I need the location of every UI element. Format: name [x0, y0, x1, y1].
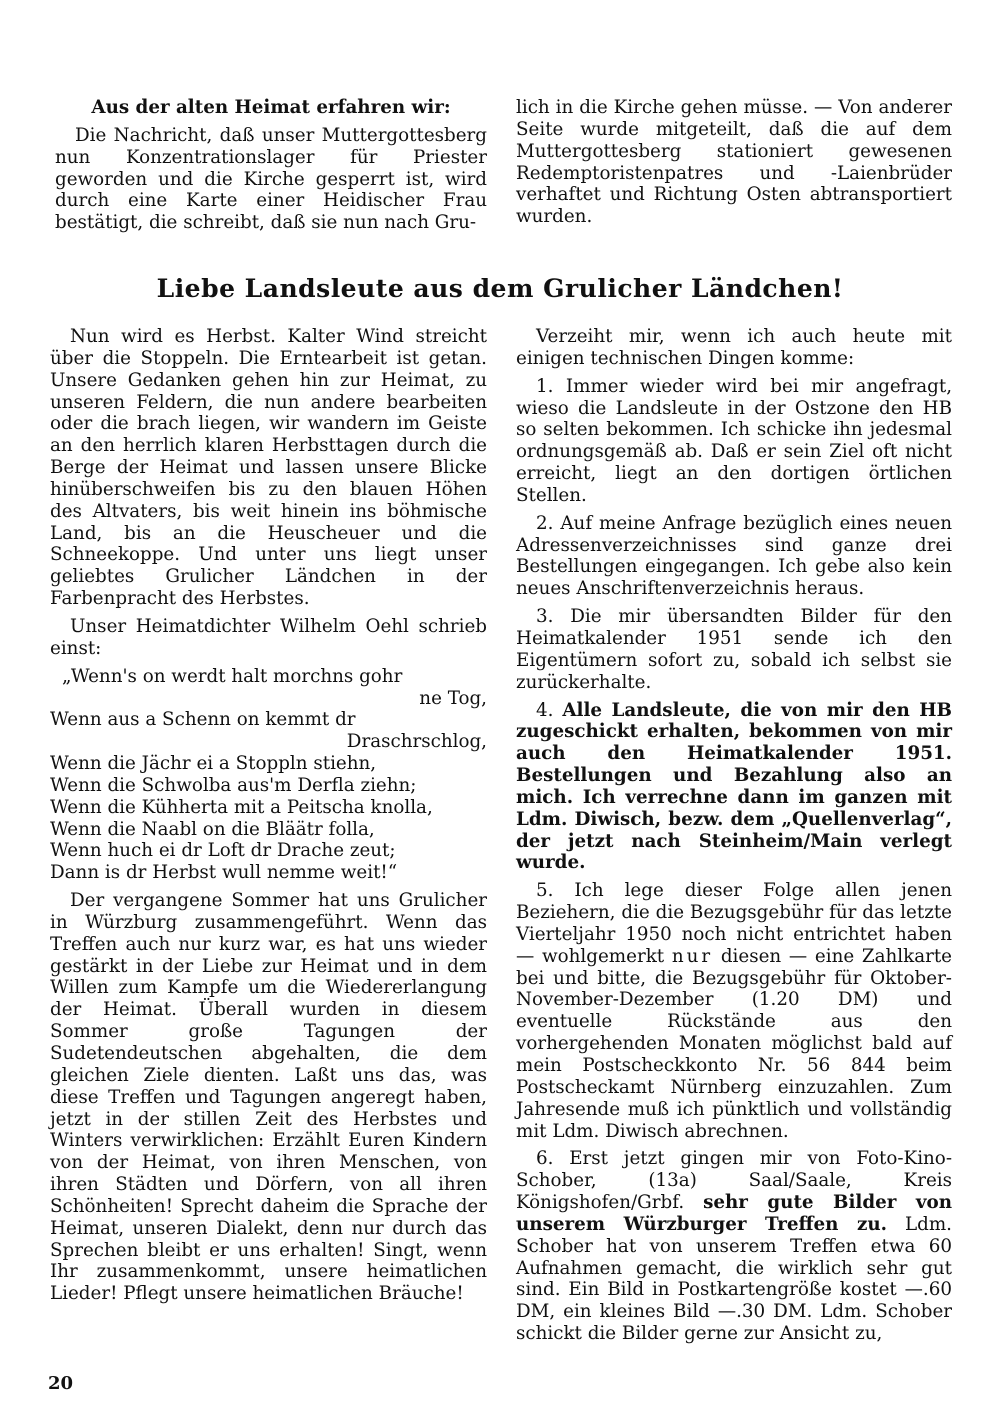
item-4 — [516, 700, 952, 875]
item-6 — [516, 1148, 952, 1345]
item-6-text-a: 6. Erst jetzt gingen mir von Foto-Kino-Schober, (13a) Saal/Saale, Kreis Königshofen/Grbf. — [516, 1148, 952, 1214]
item-1: 1. Immer wieder wird bei mir angefragt, wieso die Landsleute in der Ostzone den HB so selten bekommen. Ich schicke ihn jedesmal ordnungsgemäß ab. Daß er sein Ziel oft nicht erreicht, liegt an den dortigen örtlichen Stellen. — [516, 375, 952, 506]
poem-line: Wenn aus a Schenn on kemmt dr — [50, 709, 356, 731]
item-2: 2. Auf meine Anfrage bezüglich eines neuen Adressenverzeichnisses sind ganze drei Bestellungen eingegangen. Ich gebe also kein neues Anschriftenverzeichnis heraus. — [516, 512, 952, 600]
intro-heading: Aus der alten Heimat erfahren wir: — [91, 97, 451, 118]
poem-line: Dann is dr Herbst wull nemme weit!“ — [50, 862, 398, 884]
intro-left-column — [55, 97, 487, 240]
item-3: 3. Die mir übersandten Bilder für den Heimatkalender 1951 sende ich den Eigentümern sofort zu, sobald ich selbst sie zurückerhalte. — [516, 606, 952, 693]
article-left-column — [50, 326, 487, 1311]
poem-line: Wenn die Jächr ei a Stoppln stiehn, — [50, 753, 377, 775]
intro-left-text: Die Nachricht, daß unser Muttergottesberg nun Konzentrationslager für Priester geworden und die Kirche gesperrt ist, wird durch eine Karte einer Heidischer Frau bestätigt, die schreibt, daß sie nun nach Gru- — [55, 124, 487, 234]
item-6-text-b: Ldm. Schober hat von unserem Treffen etwa 60 Aufnahmen gemacht, die wirklich sehr gut sind. Ein Bild in Postkartengröße kostet —.60 DM, ein kleines Bild —.30 DM. Ldm. Schober schickt die Bilder gerne zur Ansicht zu, — [516, 1213, 952, 1345]
intro-right-column — [516, 97, 952, 234]
item-5 — [516, 880, 952, 1142]
paragraph-autumn: Nun wird es Herbst. Kalter Wind streicht über die Stoppeln. Die Erntearbeit ist getan. Unsere Gedanken gehen hin zur Heimat, zu unseren Feldern, die nun andere bearbeiten oder die brach liegen, wir wandern im Geiste an den herrlich klaren Herbsttagen durch die Berge der Heimat und lassen unsere Blicke hinüberschweifen bis zu den blauen Höhen des Altvaters, bis weit hinein ins böhmische Land, bis an die Heuscheuer und die Schneekoppe. Und unter uns liegt unser geliebtes Grulicher Ländchen in der Farbenpracht des Herbstes. — [50, 326, 487, 610]
poem-line: Draschrschlog, — [346, 731, 487, 753]
item-4-number: 4. — [536, 699, 554, 721]
article-right-column — [516, 326, 952, 1351]
poem — [50, 666, 487, 884]
paragraph-technical-intro: Verzeiht mir, wenn ich auch heute mit einigen technischen Dingen komme: — [516, 326, 952, 369]
item-5-text-a: 5. Ich lege dieser Folge allen jenen Beziehern, die die Bezugsgebühr für das letzte Vierteljahr 1950 noch nicht entrichtet haben — wohlgemerkt — [516, 880, 952, 967]
poem-line: ne Tog, — [419, 687, 487, 709]
item-5-text-b: diesen — eine Zahlkarte bei und bitte, die Bezugsgebühr für Oktober-November-Dezember (1.20 DM) und eventuelle Rückstände aus den vorhergehenden Monaten möglichst bald auf mein Postscheckkonto Nr. 56 844 beim Postscheckamt Nürnberg einzuzahlen. Zum Jahresende muß ich pünktlich und vollständig mit Ldm. Diwisch abrechnen. — [516, 945, 952, 1142]
poem-line: Wenn huch ei dr Loft dr Drache zeut; — [50, 840, 396, 862]
poem-line: „Wenn's on werdt halt morchns gohr — [62, 665, 403, 687]
article-title: Liebe Landsleute aus dem Grulicher Ländchen! — [156, 274, 844, 303]
poem-line: Wenn die Naabl on die Bläätr folla, — [50, 818, 375, 840]
item-6-bold-text: sehr gute Bilder von unserem Würzburger Treffen zu. — [516, 1192, 952, 1235]
paragraph-poet-intro: Unser Heimatdichter Wilhelm Oehl schrieb einst: — [50, 615, 487, 659]
item-5-spaced-word: nur — [671, 945, 714, 967]
item-4-bold-text: Alle Landsleute, die von mir den HB zugeschickt erhalten, bekommen von mir auch den Heimatkalender 1951. Bestellungen und Bezahlung also an mich. Ich verrechne dann im ganzen mit Ldm. Diwisch, bezw. dem „Quellenverlag“, der jetzt nach Steinheim/Main verlegt wurde. — [516, 699, 952, 874]
poem-line: Wenn die Schwolba aus'm Derfla ziehn; — [50, 774, 417, 796]
poem-line: Wenn die Kühherta mit a Peitscha knolla, — [50, 796, 433, 818]
intro-right-text: lich in die Kirche gehen müsse. — Von anderer Seite wurde mitgeteilt, daß die auf dem Muttergottesberg stationiert gewesenen Redemptoristenpatres und -Laienbrüder verhaftet und Richtung Osten abtransportiert wurden. — [516, 97, 952, 228]
page-number: 20 — [48, 1373, 74, 1394]
paragraph-summer-meeting: Der vergangene Sommer hat uns Grulicher in Würzburg zusammengeführt. Wenn das Treffen auch nur kurz war, es hat uns wieder gestärkt in der Liebe zur Heimat und in dem Willen zum Kampfe um die Wiedererlangung der Heimat. Überall wurden in diesem Sommer große Tagungen der Sudetendeutschen abgehalten, die dem gleichen Ziele dienten. Laßt uns das, was diese Treffen und Tagungen angeregt haben, jetzt in der stillen Zeit des Herbstes und Winters verwirklichen: Erzählt Euren Kindern von der Heimat, von ihren Menschen, von ihren Städten und Dörfern, von all ihren Schönheiten! Sprecht daheim die Sprache der Heimat, unseren Dialekt, denn nur durch das Sprechen bleibt er uns erhalten! Singt, wenn Ihr zusammenkommt, unsere heimatlichen Lieder! Pflegt unsere heimatlichen Bräuche! — [50, 890, 487, 1305]
